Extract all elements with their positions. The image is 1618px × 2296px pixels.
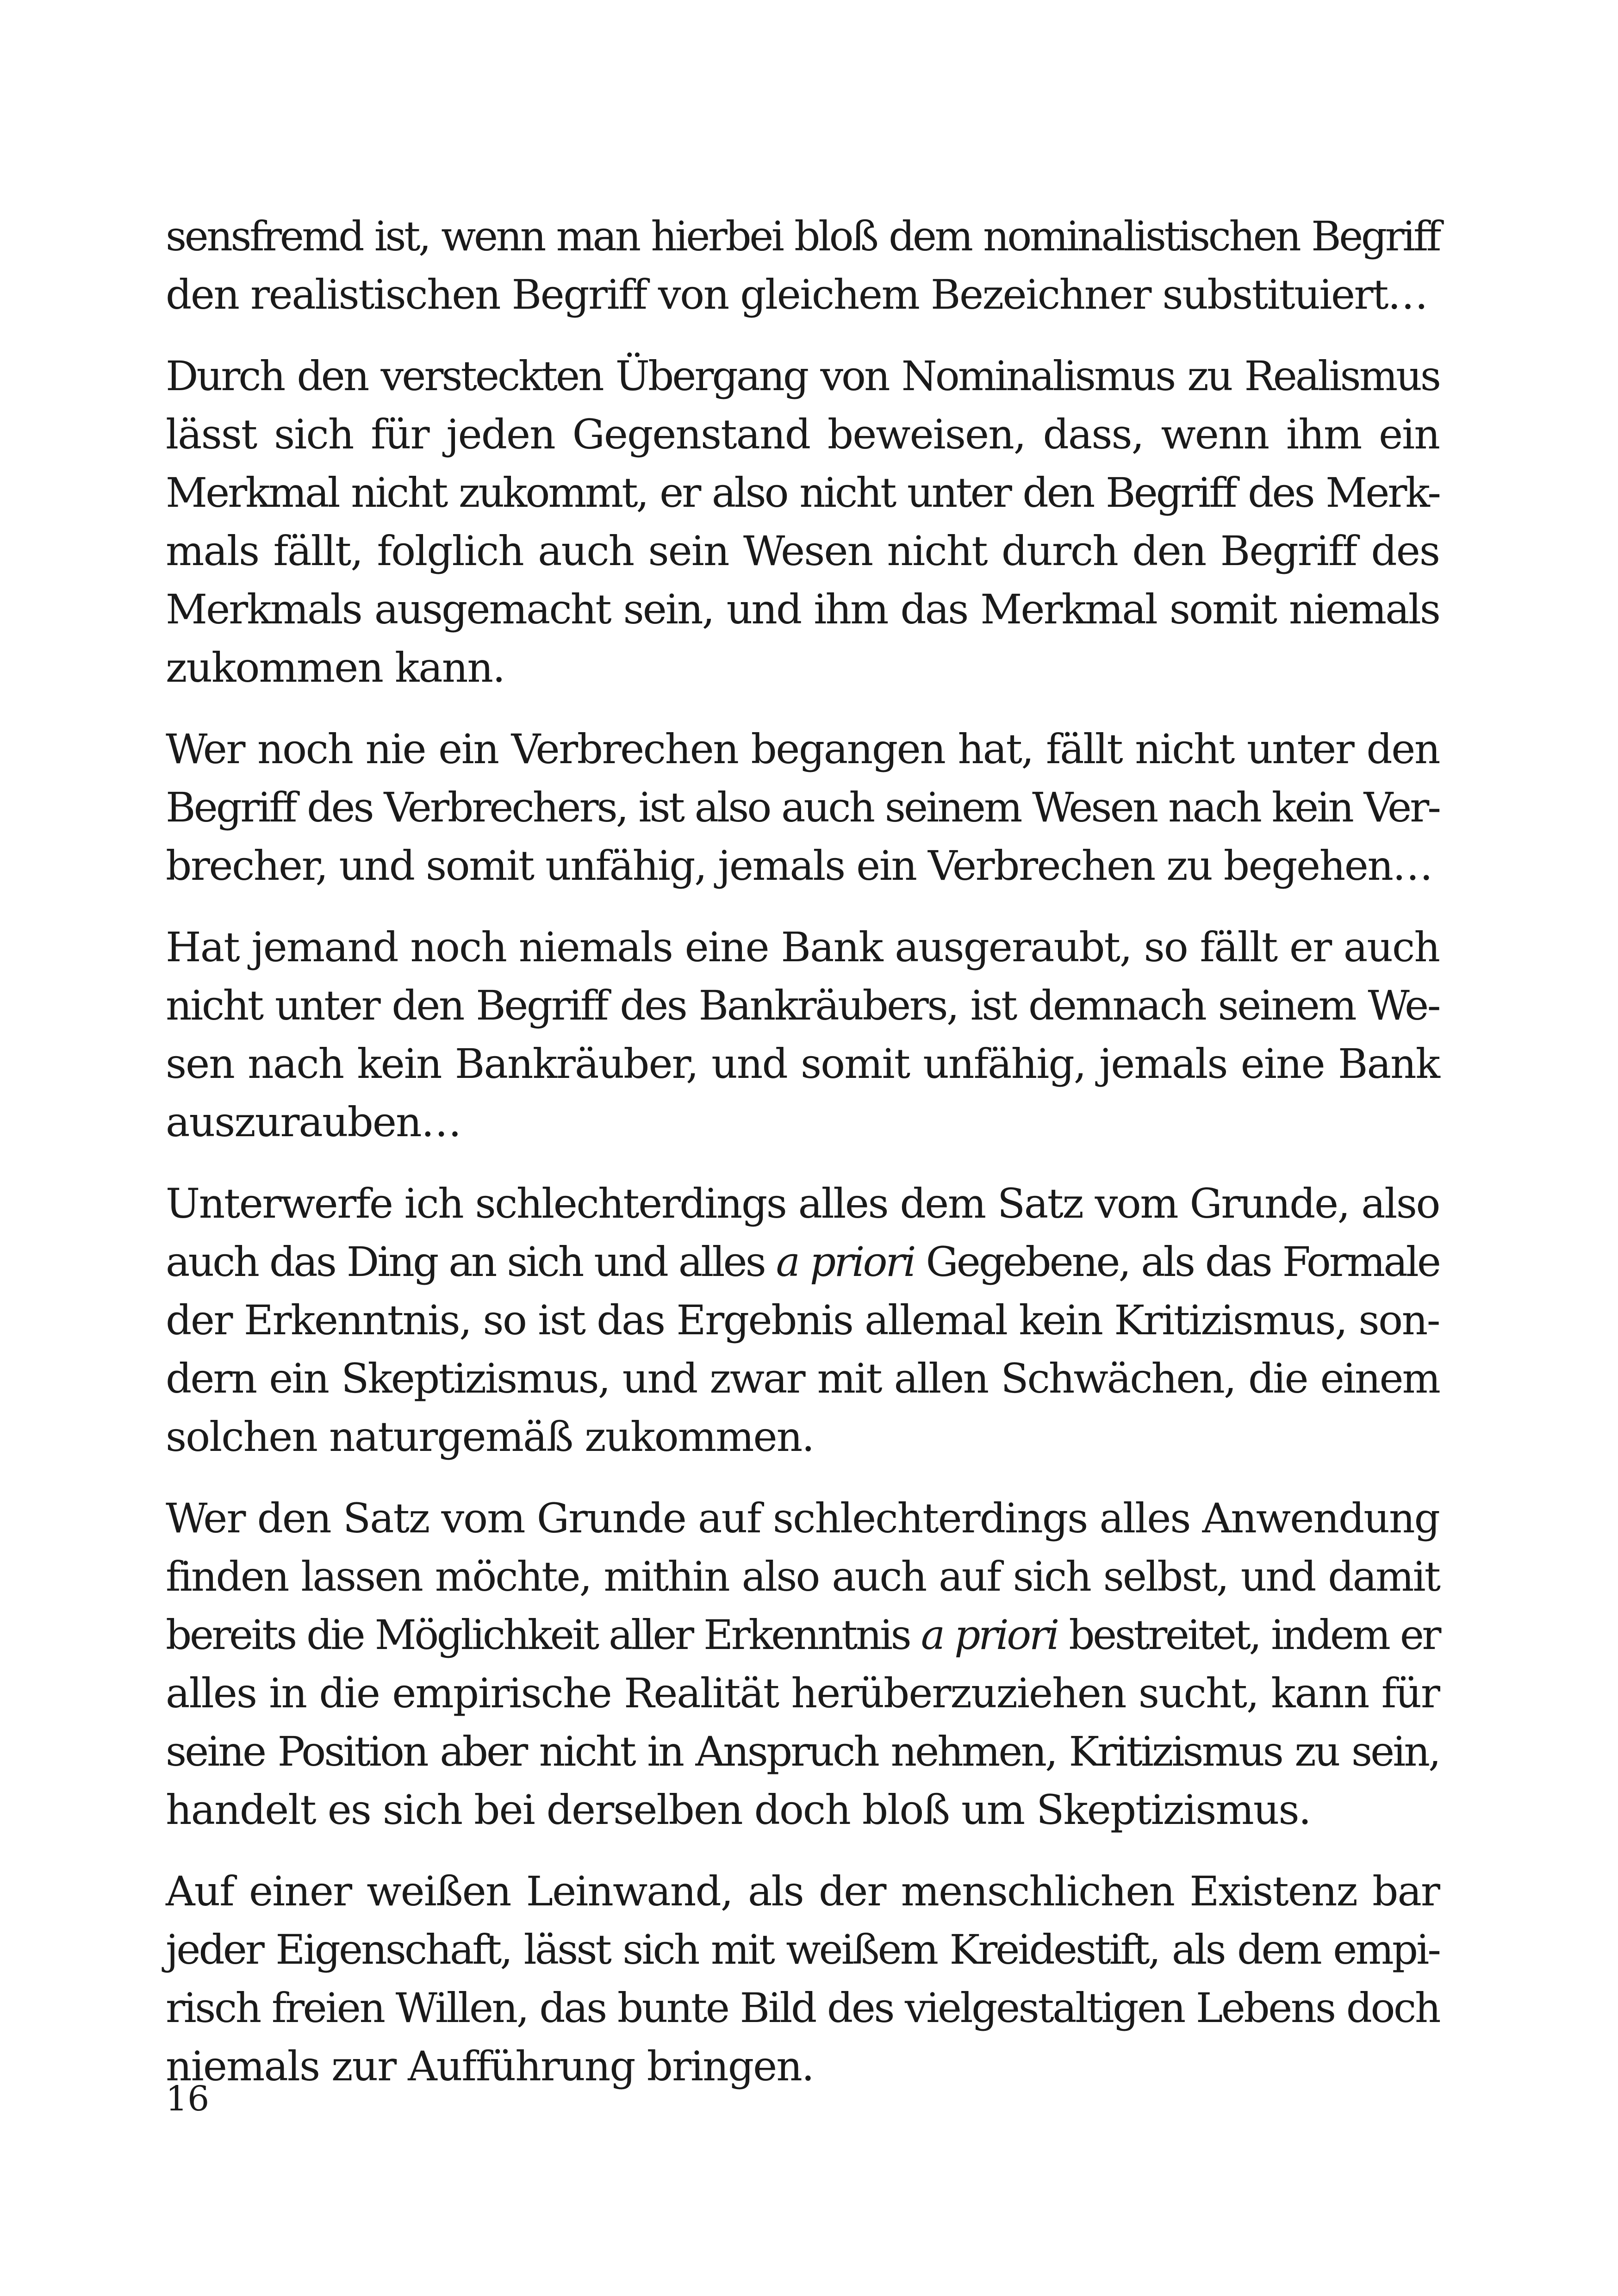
- body-text: [166, 207, 1439, 2119]
- text-line: Merkmal nicht zukommt, er also nicht unter den Begriff des Merk-: [166, 469, 1439, 516]
- text-line: alles in die empirische Realität herüberzuziehen sucht, kann für: [166, 1669, 1439, 1717]
- paragraph: [166, 1862, 1439, 2096]
- text-line: Begriff des Verbrechers, ist also auch seinem Wesen nach kein Ver-: [166, 784, 1439, 831]
- text-line: lässt sich für jeden Gegenstand beweisen, dass, wenn ihm ein: [166, 411, 1439, 458]
- paragraph: [166, 1175, 1439, 1466]
- text-segment: bestreitet, indem er: [1057, 1611, 1439, 1659]
- text-segment: auch das Ding an sich und alles: [166, 1238, 776, 1286]
- text-line: [166, 1606, 1439, 1664]
- paragraph: [166, 720, 1439, 895]
- text-line: brecher, und somit unfähig, jemals ein Verbrechen zu begehen…: [166, 842, 1432, 890]
- text-line: sensfremd ist, wenn man hierbei bloß dem nominalistischen Begriff: [166, 212, 1439, 260]
- paragraph: [166, 918, 1439, 1151]
- text-line: [166, 1233, 1439, 1291]
- text-segment: bereits die Möglichkeit aller Erkenntnis: [166, 1611, 921, 1659]
- text-line: niemals zur Aufführung bringen.: [166, 2042, 814, 2090]
- text-line: Wer noch nie ein Verbrechen begangen hat, fällt nicht unter den: [166, 725, 1439, 773]
- text-line: seine Position aber nicht in Anspruch nehmen, Kritizismus zu sein,: [166, 1728, 1439, 1775]
- text-line: mals fällt, folglich auch sein Wesen nicht durch den Begriff des: [166, 527, 1439, 575]
- paragraph: [166, 1489, 1439, 1839]
- text-line: Wer den Satz vom Grunde auf schlechterdings alles Anwendung: [166, 1494, 1439, 1542]
- text-line: finden lassen möchte, mithin also auch auf sich selbst, und damit: [166, 1553, 1439, 1600]
- text-line: Auf einer weißen Leinwand, als der menschlichen Existenz bar: [166, 1867, 1439, 1915]
- text-line: sen nach kein Bankräuber, und somit unfähig, jemals eine Bank: [166, 1040, 1439, 1088]
- text-line: Hat jemand noch niemals eine Bank ausgeraubt, so fällt er auch: [166, 923, 1439, 971]
- text-line: handelt es sich bei derselben doch bloß um Skeptizismus.: [166, 1786, 1311, 1834]
- text-line: solchen naturgemäß zukommen.: [166, 1413, 814, 1461]
- text-line: zukommen kann.: [166, 644, 505, 691]
- italic-term: a priori: [921, 1611, 1058, 1659]
- text-line: der Erkenntnis, so ist das Ergebnis allemal kein Kritizismus, son-: [166, 1296, 1439, 1344]
- text-line: den realistischen Begriff von gleichem Bezeichner substituiert…: [166, 271, 1427, 318]
- text-line: risch freien Willen, das bunte Bild des vielgestaltigen Lebens doch: [166, 1984, 1439, 2032]
- text-line: Merkmals ausgemacht sein, und ihm das Merkmal somit niemals: [166, 585, 1439, 633]
- text-line: nicht unter den Begriff des Bankräubers, ist demnach seinem We-: [166, 982, 1439, 1029]
- text-line: jeder Eigenschaft, lässt sich mit weißem Kreidestift, als dem empi-: [166, 1926, 1439, 1973]
- text-line: Durch den versteckten Übergang von Nominalismus zu Realismus: [166, 352, 1439, 400]
- paragraph: [166, 207, 1439, 324]
- italic-term: a priori: [776, 1238, 915, 1286]
- paragraph: [166, 347, 1439, 697]
- text-line: auszurauben…: [166, 1098, 461, 1146]
- page-number: 16: [166, 2079, 210, 2119]
- text-line: dern ein Skeptizismus, und zwar mit allen Schwächen, die einem: [166, 1355, 1439, 1402]
- text-line: Unterwerfe ich schlechterdings alles dem Satz vom Grunde, also: [166, 1180, 1439, 1227]
- text-segment: Gegebene, als das Formale: [914, 1238, 1440, 1286]
